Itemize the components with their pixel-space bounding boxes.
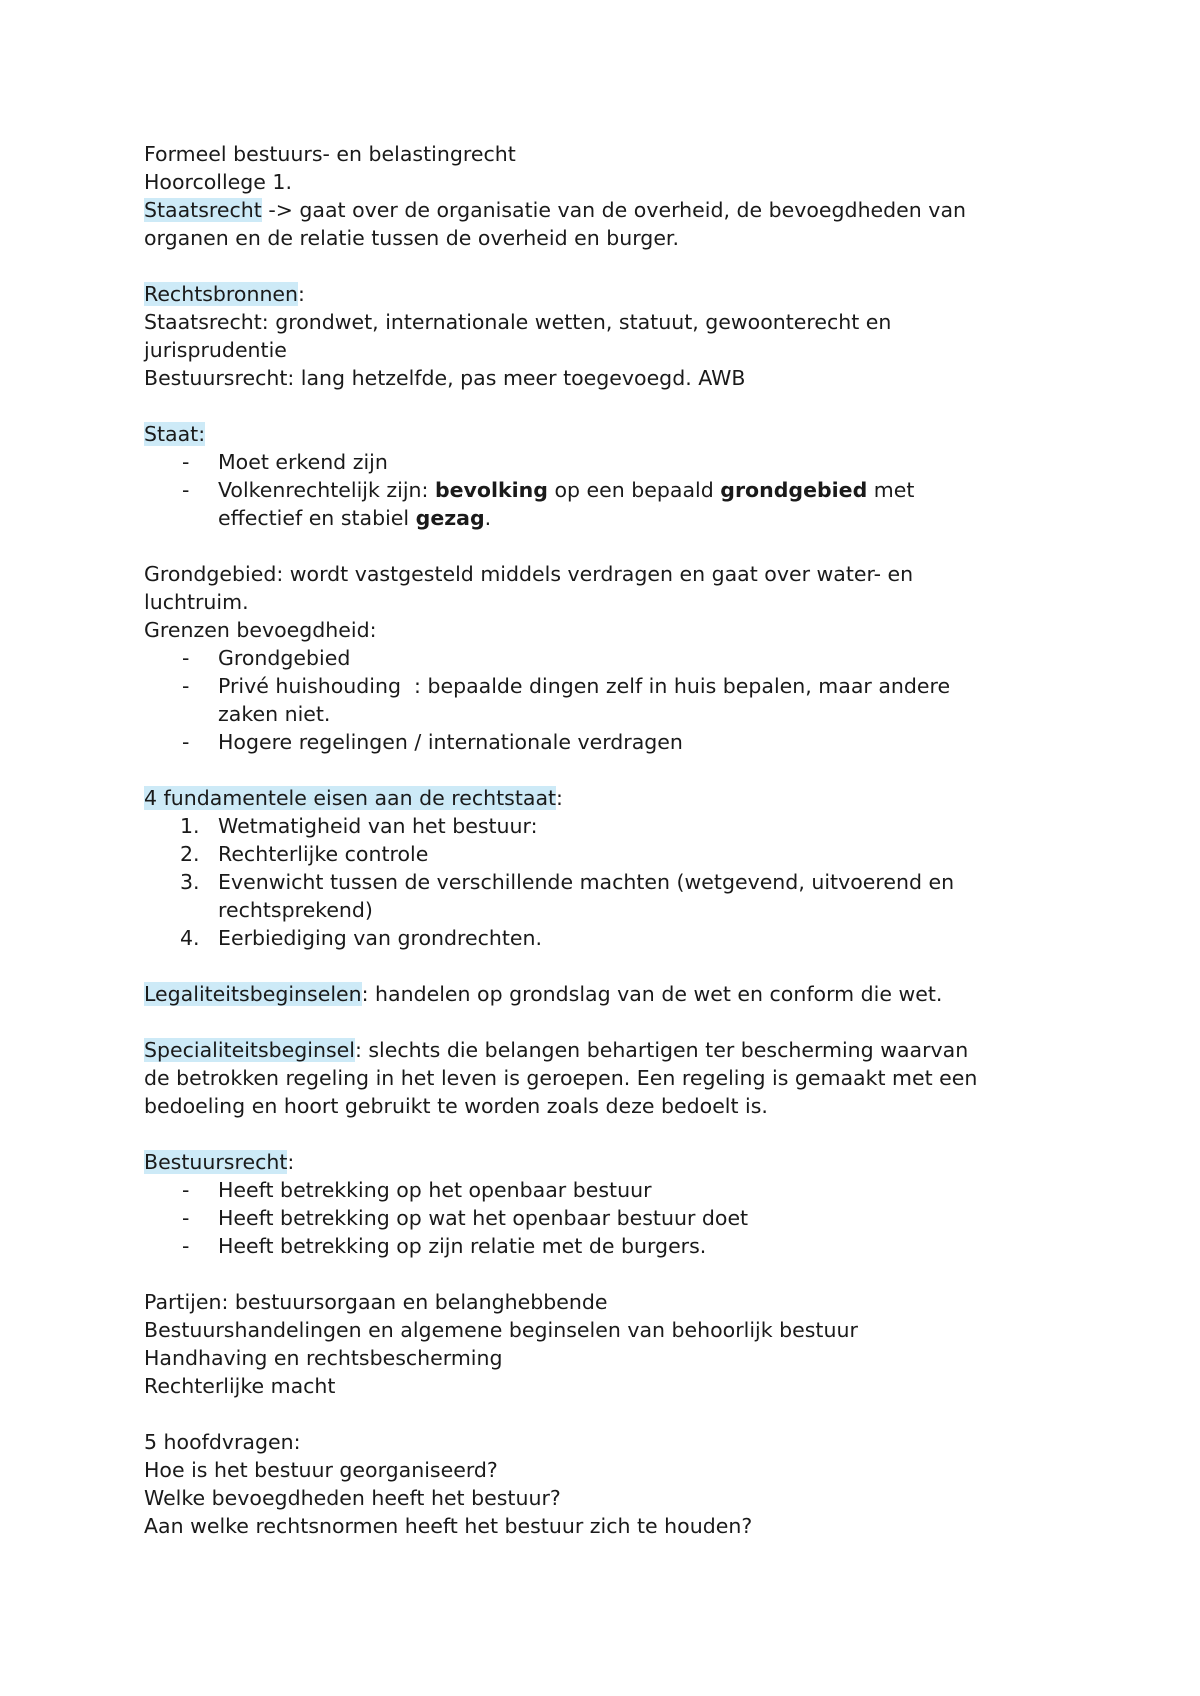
dash-marker: - (182, 478, 190, 502)
grondgebied-line1: Grondgebied: wordt vastgesteld middels verdragen en gaat over water- en (144, 562, 914, 586)
list-item-text: Wetmatigheid van het bestuur: (218, 814, 538, 838)
spacer (144, 952, 1064, 980)
legaliteit-term: Legaliteitsbeginselen (144, 982, 362, 1006)
specialiteit-line3: bedoeling en hoort gebruikt te worden zoals deze bedoelt is. (144, 1094, 768, 1118)
staat-list (144, 448, 1064, 532)
bestuursrecht-term: Bestuursrecht (144, 1150, 288, 1174)
staatsrecht-text: -> gaat over de organisatie van de overheid, de bevoegdheden van (261, 198, 966, 222)
spacer (144, 532, 1064, 560)
spacer (144, 1400, 1064, 1428)
text-fragment: effectief en stabiel (218, 506, 416, 530)
number-marker: 4. (180, 926, 200, 950)
bestuursrecht-list (144, 1176, 1064, 1260)
bold-term: gezag (415, 506, 485, 530)
spacer (144, 1008, 1064, 1036)
bold-term: grondgebied (720, 478, 868, 502)
grenzen-heading: Grenzen bevoegdheid: (144, 618, 377, 642)
specialiteit-line2: de betrokken regeling in het leven is geroepen. Een regeling is gemaakt met een (144, 1066, 978, 1090)
text-fragment: . (484, 506, 492, 530)
specialiteit-line1 (144, 1036, 1064, 1064)
specialiteit-term: Specialiteitsbeginsel (144, 1038, 355, 1062)
bestuursrecht-colon: : (287, 1150, 295, 1174)
legaliteit-text: : handelen op grondslag van de wet en conform die wet. (361, 982, 943, 1006)
dash-marker: - (182, 1234, 190, 1258)
rechtsbronnen-line2: jurisprudentie (144, 338, 287, 362)
list-item-text: rechtsprekend) (218, 898, 373, 922)
spacer (144, 756, 1064, 784)
partijen-line4: Rechterlijke macht (144, 1374, 336, 1398)
partijen-line2: Bestuurshandelingen en algemene beginselen van behoorlijk bestuur (144, 1318, 858, 1342)
list-item (144, 1204, 1064, 1232)
staat-term: Staat: (144, 422, 206, 446)
staatsrecht-term: Staatsrecht (144, 198, 262, 222)
list-item (144, 924, 1064, 952)
rechtsbronnen-line1: Staatsrecht: grondwet, internationale wetten, statuut, gewoonterecht en (144, 310, 892, 334)
number-marker: 2. (180, 842, 200, 866)
list-item (144, 868, 1064, 924)
grondgebied-line2: luchtruim. (144, 590, 249, 614)
list-item-text: Heeft betrekking op zijn relatie met de burgers. (218, 1234, 707, 1258)
dash-marker: - (182, 646, 190, 670)
text-fragment: op een bepaald (547, 478, 721, 502)
eisen-heading (144, 784, 1064, 812)
list-item-text: Moet erkend zijn (218, 450, 388, 474)
eisen-colon: : (556, 786, 563, 810)
grenzen-list (144, 644, 1064, 756)
dash-marker: - (182, 730, 190, 754)
document-page (144, 140, 1064, 1540)
number-marker: 1. (180, 814, 200, 838)
text-fragment: Volkenrechtelijk zijn: (218, 478, 435, 502)
hoofdvraag-2: Welke bevoegdheden heeft het bestuur? (144, 1486, 561, 1510)
hoofdvragen-heading: 5 hoofdvragen: (144, 1430, 301, 1454)
list-item-text (218, 478, 914, 502)
list-item-text: Hogere regelingen / internationale verdragen (218, 730, 683, 754)
partijen-line3: Handhaving en rechtsbescherming (144, 1346, 503, 1370)
list-item (144, 672, 1064, 728)
list-item-text: Grondgebied (218, 646, 351, 670)
list-item-text: Privé huishouding : bepaalde dingen zelf in huis bepalen, maar andere (218, 674, 951, 698)
document-subtitle: Hoorcollege 1. (144, 170, 292, 194)
staatsrecht-definition-line1 (144, 196, 1064, 224)
spacer (144, 252, 1064, 280)
specialiteit-text: : slechts die belangen behartigen ter bescherming waarvan (354, 1038, 969, 1062)
list-item-text: Eerbiediging van grondrechten. (218, 926, 543, 950)
list-item (144, 1176, 1064, 1204)
list-item-text: zaken niet. (218, 702, 331, 726)
dash-marker: - (182, 674, 190, 698)
eisen-list (144, 812, 1064, 952)
staat-heading (144, 420, 1064, 448)
rechtsbronnen-term: Rechtsbronnen (144, 282, 299, 306)
list-item (144, 476, 1064, 532)
dash-marker: - (182, 1206, 190, 1230)
dash-marker: - (182, 1178, 190, 1202)
list-item-text: Evenwicht tussen de verschillende machten (wetgevend, uitvoerend en (218, 870, 955, 894)
rechtsbronnen-colon: : (298, 282, 305, 306)
legaliteit-line (144, 980, 1064, 1008)
list-item-text: Rechterlijke controle (218, 842, 429, 866)
rechtsbronnen-heading (144, 280, 1064, 308)
hoofdvraag-1: Hoe is het bestuur georganiseerd? (144, 1458, 498, 1482)
list-item-text: Heeft betrekking op wat het openbaar bestuur doet (218, 1206, 749, 1230)
list-item (144, 812, 1064, 840)
list-item (144, 448, 1064, 476)
dash-marker: - (182, 450, 190, 474)
bestuursrecht-heading (144, 1148, 1064, 1176)
number-marker: 3. (180, 870, 200, 894)
hoofdvraag-3: Aan welke rechtsnormen heeft het bestuur zich te houden? (144, 1514, 753, 1538)
rechtsbronnen-line3: Bestuursrecht: lang hetzelfde, pas meer toegevoegd. AWB (144, 366, 746, 390)
bold-term: bevolking (434, 478, 548, 502)
spacer (144, 392, 1064, 420)
list-item (144, 840, 1064, 868)
eisen-term: 4 fundamentele eisen aan de rechtstaat (144, 786, 557, 810)
spacer (144, 1120, 1064, 1148)
list-item (144, 1232, 1064, 1260)
list-item (144, 728, 1064, 756)
text-fragment: met (867, 478, 915, 502)
list-item (144, 644, 1064, 672)
staatsrecht-definition-line2: organen en de relatie tussen de overheid en burger. (144, 226, 679, 250)
spacer (144, 1260, 1064, 1288)
partijen-line1: Partijen: bestuursorgaan en belanghebbende (144, 1290, 608, 1314)
document-title: Formeel bestuurs- en belastingrecht (144, 142, 516, 166)
list-item-text: Heeft betrekking op het openbaar bestuur (218, 1178, 652, 1202)
